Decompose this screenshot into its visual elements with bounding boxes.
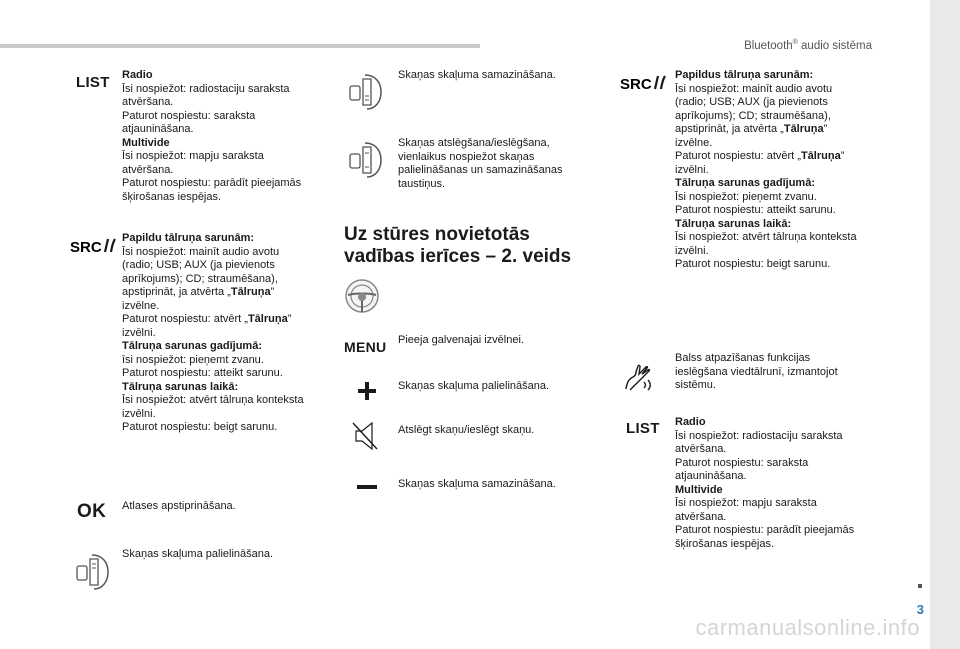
col1-volup-text: Skaņas skaļuma palielināšana.	[122, 548, 274, 560]
col3-src-text: Papildus tālruņa sarunām: Īsi nospiežot: mainīt audio avotu (radio; USB; AUX (ja pievienots aprīkojums); CD; straumēšana), apstiprināt, ja atvērta „Tālruņa” izvēlne. Paturot nospiestu: atvērt „Tālruņa” izvēlni. Tālruņa sarunas gadījumā: Īsi nospiežot: pieņemt zvanu. Paturot nospiestu: atteikt sarunu. Tālruņa sarunas laikā: Īsi nospiežot: atvērt tālruņa konteksta izvēlni. Paturot nospiestu: beigt sarunu.	[675, 69, 857, 270]
page-edge-band	[930, 0, 960, 649]
col3-voice-text: Balss atpazīšanas funkcijas ieslēgšana viedtālrunī, izmantojot sistēmu.	[675, 352, 838, 391]
src-phone-icon-2	[620, 73, 666, 93]
col1-list-text: Radio Īsi nospiežot: radiostaciju saraksta atvēršana. Paturot nospiestu: saraksta atjaunināšana. Multivide Īsi nospiežot: mapju saraksta atvēršana. Paturot nospiestu: parādīt pieejamās šķirošanas iespējas.	[122, 69, 302, 203]
minus-icon	[356, 483, 378, 491]
menu-label: MENU	[344, 339, 387, 355]
list-label: LIST	[76, 74, 110, 91]
section-title: Bluetooth® audio sistēma	[744, 39, 872, 52]
col2-mute-text: Skaņas atslēgšana/ieslēgšana, vienlaikus nospiežot skaņas palielināšanas un samazināšanas taustiņus.	[398, 137, 563, 190]
col2-menu-text: Pieeja galvenajai izvēlnei.	[398, 334, 524, 346]
col3-list-text: Radio Īsi nospiežot: radiostaciju saraksta atvēršana. Paturot nospiestu: saraksta atjaunināšana. Multivide Īsi nospiežot: mapju saraksta atvēršana. Paturot nospiestu: parādīt pieejamās šķirošanas iespējas.	[675, 416, 855, 550]
steering-wheel-icon	[344, 278, 380, 314]
col1-ok-text: Atlases apstiprināšana.	[122, 500, 236, 512]
plus-icon	[357, 381, 377, 401]
col1-src-text: Papildu tālruņa sarunām: Īsi nospiežot: mainīt audio avotu (radio; USB; AUX (ja pievienots aprīkojums); CD; straumēšana), apstiprināt, ja atvērta „Tālruņa” izvēlne. Paturot nospiestu: atvērt „Tālruņa” izvēlni. Tālruņa sarunas gadījumā: īsi nospiežot: pieņemt zvanu. Paturot nospiestu: atteikt sarunu. Tālruņa sarunas laikā: Īsi nospiežot: atvērt tālruņa konteksta izvēlni. Paturot nospiestu: beigt sarunu.	[122, 232, 304, 433]
mute-icon	[350, 420, 380, 452]
svg-text:SRC: SRC	[620, 76, 652, 93]
steering-mute-icon	[345, 140, 385, 180]
steering-volume-down-icon	[345, 72, 385, 112]
col2-mute2-text: Atslēgt skaņu/ieslēgt skaņu.	[398, 424, 535, 436]
steering-volume-up-icon	[72, 552, 112, 592]
col2-voldown-text: Skaņas skaļuma samazināšana.	[398, 69, 556, 81]
list-label-2: LIST	[626, 420, 660, 437]
src-phone-icon	[70, 236, 116, 256]
col2-plus-text: Skaņas skaļuma palielināšana.	[398, 380, 550, 392]
header-rule	[0, 44, 480, 48]
voice-recognition-icon	[624, 362, 656, 392]
ok-label: OK	[77, 501, 107, 522]
col2-minus-text: Skaņas skaļuma samazināšana.	[398, 478, 556, 490]
svg-text:SRC: SRC	[70, 239, 102, 256]
watermark: carmanualsonline.info	[695, 615, 920, 640]
page-marker	[918, 584, 922, 588]
page-number: 3	[916, 602, 924, 617]
section-heading: Uz stūres novietotās vadības ierīces – 2. veids	[344, 224, 572, 267]
